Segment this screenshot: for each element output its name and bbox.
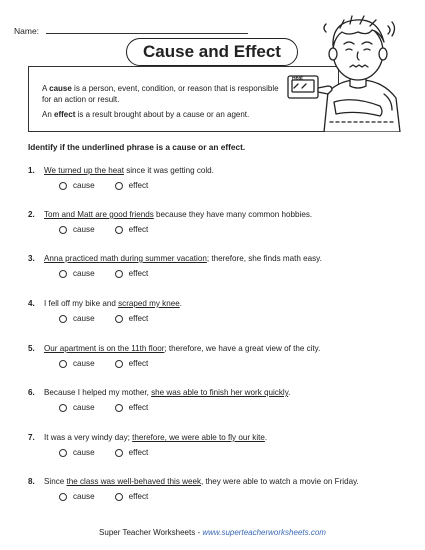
question-number: 6. (28, 388, 35, 397)
radio-circle-icon[interactable] (115, 270, 123, 278)
radio-circle-icon[interactable] (59, 404, 67, 412)
question-text: Since the class was well-behaved this week, they were able to watch a movie on Friday. (44, 477, 359, 486)
question-number: 2. (28, 210, 35, 219)
radio-circle-icon[interactable] (115, 182, 123, 190)
footer: Super Teacher Worksheets - www.superteacherworksheets.com (99, 528, 326, 537)
radio-circle-icon[interactable] (115, 449, 123, 457)
footer-brand: Super Teacher Worksheets (99, 528, 196, 537)
name-label: Name: (14, 26, 40, 36)
radio-circle-icon[interactable] (59, 315, 67, 323)
cause-option[interactable]: cause (59, 269, 95, 278)
question-text: We turned up the heat since it was getting cold. (44, 166, 214, 175)
cause-term: cause (49, 84, 72, 93)
underlined-phrase: the class was well-behaved this week (66, 477, 202, 486)
question-text: Anna practiced math during summer vacation; therefore, she finds math easy. (44, 254, 322, 263)
effect-option[interactable]: effect (115, 359, 149, 368)
cause-option[interactable]: cause (59, 314, 95, 323)
instructions: Identify if the underlined phrase is a cause or an effect. (28, 142, 246, 152)
underlined-phrase: Anna practiced math during summer vacation (44, 254, 207, 263)
radio-circle-icon[interactable] (59, 270, 67, 278)
question-number: 7. (28, 433, 35, 442)
name-field[interactable] (46, 33, 248, 34)
question-number: 4. (28, 299, 35, 308)
radio-circle-icon[interactable] (59, 182, 67, 190)
effect-option[interactable]: effect (115, 492, 149, 501)
radio-circle-icon[interactable] (59, 360, 67, 368)
effect-option[interactable]: effect (115, 269, 149, 278)
underlined-phrase: We turned up the heat (44, 166, 124, 175)
radio-circle-icon[interactable] (115, 404, 123, 412)
question-text: Because I helped my mother, she was able to finish her work quickly. (44, 388, 291, 397)
question-text: Tom and Matt are good friends because they have many common hobbies. (44, 210, 313, 219)
radio-circle-icon[interactable] (115, 493, 123, 501)
question-number: 1. (28, 166, 35, 175)
cause-option[interactable]: cause (59, 225, 95, 234)
radio-circle-icon[interactable] (59, 226, 67, 234)
question-text: Our apartment is on the 11th floor; therefore, we have a great view of the city. (44, 344, 321, 353)
cause-option[interactable]: cause (59, 448, 95, 457)
underlined-phrase: therefore, we were able to fly our kite (132, 433, 265, 442)
effect-option[interactable]: effect (115, 181, 149, 190)
cause-option[interactable]: cause (59, 359, 95, 368)
effect-option[interactable]: effect (115, 225, 149, 234)
question-number: 8. (28, 477, 35, 486)
cold-boy-illustration (284, 6, 412, 132)
underlined-phrase: Our apartment is on the 11th floor (44, 344, 165, 353)
underlined-phrase: she was able to finish her work quickly (151, 388, 289, 397)
definitions (42, 84, 282, 126)
question-text: It was a very windy day; therefore, we were able to fly our kite. (44, 433, 268, 442)
cause-definition: A cause is a person, event, condition, or reason that is responsible for an action or result. (42, 84, 279, 104)
effect-term: effect (54, 110, 76, 119)
radio-circle-icon[interactable] (59, 493, 67, 501)
effect-definition: An effect is a result brought about by a cause or an agent. (42, 110, 250, 119)
cause-option[interactable]: cause (59, 403, 95, 412)
effect-option[interactable]: effect (115, 403, 149, 412)
underlined-phrase: scraped my knee (118, 299, 180, 308)
question-text: I fell off my bike and scraped my knee. (44, 299, 182, 308)
radio-circle-icon[interactable] (115, 315, 123, 323)
cause-option[interactable]: cause (59, 181, 95, 190)
question-number: 3. (28, 254, 35, 263)
cause-option[interactable]: cause (59, 492, 95, 501)
footer-url-link[interactable]: www.superteacherworksheets.com (202, 528, 326, 537)
effect-option[interactable]: effect (115, 314, 149, 323)
thermostat-label: Heat (292, 75, 303, 82)
question-number: 5. (28, 344, 35, 353)
radio-circle-icon[interactable] (115, 360, 123, 368)
underlined-phrase: Tom and Matt are good friends (44, 210, 154, 219)
radio-circle-icon[interactable] (115, 226, 123, 234)
radio-circle-icon[interactable] (59, 449, 67, 457)
page-title: Cause and Effect (126, 38, 298, 66)
effect-option[interactable]: effect (115, 448, 149, 457)
